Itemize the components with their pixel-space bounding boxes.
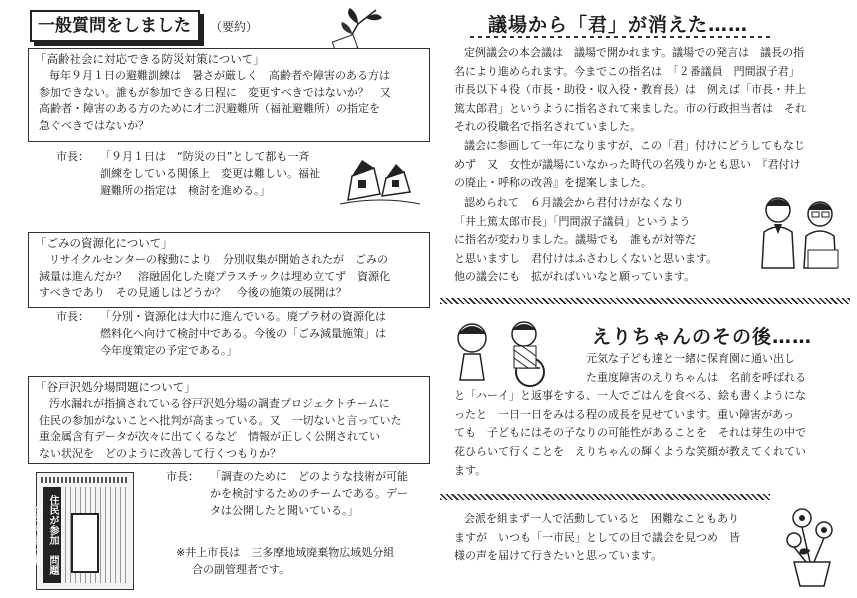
article-body-kun-2	[454, 194, 754, 287]
para-line: 議会に参画して一年になりますが、この「君」付けにどうしてもなじ	[464, 138, 805, 152]
answer-garbage	[56, 308, 436, 359]
heading-subtitle: （要約）	[210, 20, 259, 34]
para-line: 「井上篤太郎市長」「門間淑子議員」というよう	[454, 214, 691, 228]
question-line: 重金属含有データが次々に出てくるなど 情報が正しく公開されてい	[39, 430, 380, 443]
article-body-kun	[454, 44, 844, 193]
house-illustration	[340, 150, 420, 210]
para-line: 市長以下４役（市長・助役・収入役・教育長）は 例えば「市長・井上	[454, 83, 806, 97]
para-line: の廃止・呼称の改善』を提案しました。	[454, 176, 652, 190]
answer-disaster	[56, 148, 346, 199]
question-box-disaster	[28, 48, 430, 142]
footnote-line: ※井上市長は 三多摩地域廃棄物広域処分組	[176, 546, 395, 559]
answer-line: 訓練をしている関係上 変更は難しい。福祉	[100, 167, 320, 180]
para-line: ても 子どもにはその子なりの可能性があることを それは芽生の中で	[454, 426, 806, 440]
article-title-kun: 議場から「君」が消えた……	[488, 14, 749, 36]
title-underline	[470, 36, 770, 38]
para-line: それの役職名で指名されていました。	[454, 120, 641, 134]
para-line: ったと 一日一日をみはる程の成長を見せています。重い障害があっ	[454, 407, 795, 421]
question-box-landfill	[28, 376, 430, 464]
question-line: 急ぐべきではないか？	[39, 118, 149, 132]
para-line: 他の議会にも 拡がればいいなと願っています。	[454, 270, 696, 284]
section-heading: 一般質問をしました	[30, 10, 200, 42]
answer-label: 市長：	[166, 470, 199, 483]
section-divider-2	[440, 494, 770, 500]
footnote	[176, 544, 436, 578]
question-title: 「高齢社会に対応できる防災対策について」	[35, 52, 265, 66]
answer-line: 「分別・資源化は大巾に進んでいる。廃プラ材の資源化は	[100, 310, 386, 323]
answer-line: 燃料化へ向けて検討中である。今後の「ごみ減量施策」は	[100, 327, 386, 340]
question-title: 「ごみの資源化について」	[35, 236, 173, 250]
para-line: に指名が変わりました。議場でも 誰もが対等だ	[454, 233, 696, 247]
para-line: と「ハーイ」と返事をする、一人でごはんを食べる、絵も書くようにな	[454, 389, 806, 403]
para-line: 元気な子ども達と一緒に保育園に通い出し	[586, 352, 795, 365]
para-line: ます。	[454, 463, 487, 477]
question-title: 「谷戸沢処分場問題について」	[35, 380, 196, 394]
flower-pot-illustration	[780, 500, 844, 590]
section-divider	[440, 298, 850, 304]
footnote-line: 合の副管理者です。	[192, 563, 291, 576]
answer-line: 避難所の指定は 検討を進める。」	[100, 184, 271, 197]
answer-line: 「調査のために どのような技術が可能	[210, 470, 408, 483]
para-line: ますが いつも「一市民」としての目で議会を見つめ 皆	[454, 530, 740, 544]
answer-label: 市長：	[56, 150, 89, 163]
question-line: 毎年９月１日の避難訓練は 暑さが厳しく 高齢者や障害のある方は	[49, 69, 390, 82]
para-line: 定例議会の本会議は 議場で開かれます。議場での発言は 議長の指	[464, 46, 805, 59]
question-line: すべきであり その見通しはどうか？ 今後の施策の展開は？	[39, 286, 347, 299]
newspaper-clipping	[29, 472, 134, 590]
question-box-garbage	[28, 232, 430, 308]
question-line: 高齢者・障害のある方のために才二沢避難所（福祉避難所）の指定を	[39, 102, 380, 115]
question-line: ない状況を どのように改善して行くつもりか？	[39, 446, 281, 460]
para-line: 名により進められます。今までこの指名は 「２番議員 門間淑子君」	[454, 64, 800, 78]
answer-line: かを検討するためのチームである。デー	[210, 487, 408, 500]
para-line: 様の声を届けて行きたいと思っています。	[454, 549, 663, 563]
answer-label: 市長：	[56, 310, 89, 323]
article-body-eri	[454, 350, 850, 480]
question-line: 住民の参加がないことへ批判が高まっている。又 一切ないと言っていた	[39, 413, 402, 427]
closing-message	[454, 510, 784, 566]
question-line: リサイクルセンターの稼動により 分別収集が開始されたが ごみの	[49, 253, 389, 266]
answer-line: 「９月１日は “防災の日”として都も一斉	[100, 150, 310, 163]
council-members-illustration	[748, 188, 848, 272]
para-line: 花ひらいて行くことを えりちゃんの輝くような笑顔が教えてくれてい	[454, 444, 806, 458]
para-line: めず 又 女性が議場にいなかった時代の名残りかとも思い 『君付け	[454, 157, 801, 171]
para-line: た重度障害のえりちゃんは 名前を呼ばれる	[586, 370, 806, 384]
question-line: 汚水漏れが指摘されている谷戸沢処分場の調査プロジェクトチームに	[49, 397, 390, 410]
para-line: 篤太郎君」というように指名されて来ました。市の行政担当者は それ	[454, 101, 806, 115]
question-line: 減量は進んだか？ 溶融固化した廃プラスチックは埋め立てず 資源化	[39, 269, 391, 283]
answer-landfill	[166, 468, 436, 519]
article-title-eri: えりちゃんのその後……	[592, 326, 813, 348]
para-line: 認められて ６月議会から君付けがなくなり	[464, 196, 684, 209]
para-line: と思いますし 君付けはふさわしくないと思います。	[454, 251, 718, 265]
answer-line: タは公開したと聞いている。」	[210, 504, 359, 517]
para-line: 会派を組まず一人で活動していると 困難なこともあり	[464, 512, 739, 525]
answer-line: 今年度策定の予定である。」	[100, 344, 238, 357]
clipping-headline: 住民が参加 問題 谷戸沢処分場	[43, 487, 61, 583]
question-line: 参加できない。誰もが参加できる日程に 変更すべきではないか？ 又	[39, 85, 391, 99]
